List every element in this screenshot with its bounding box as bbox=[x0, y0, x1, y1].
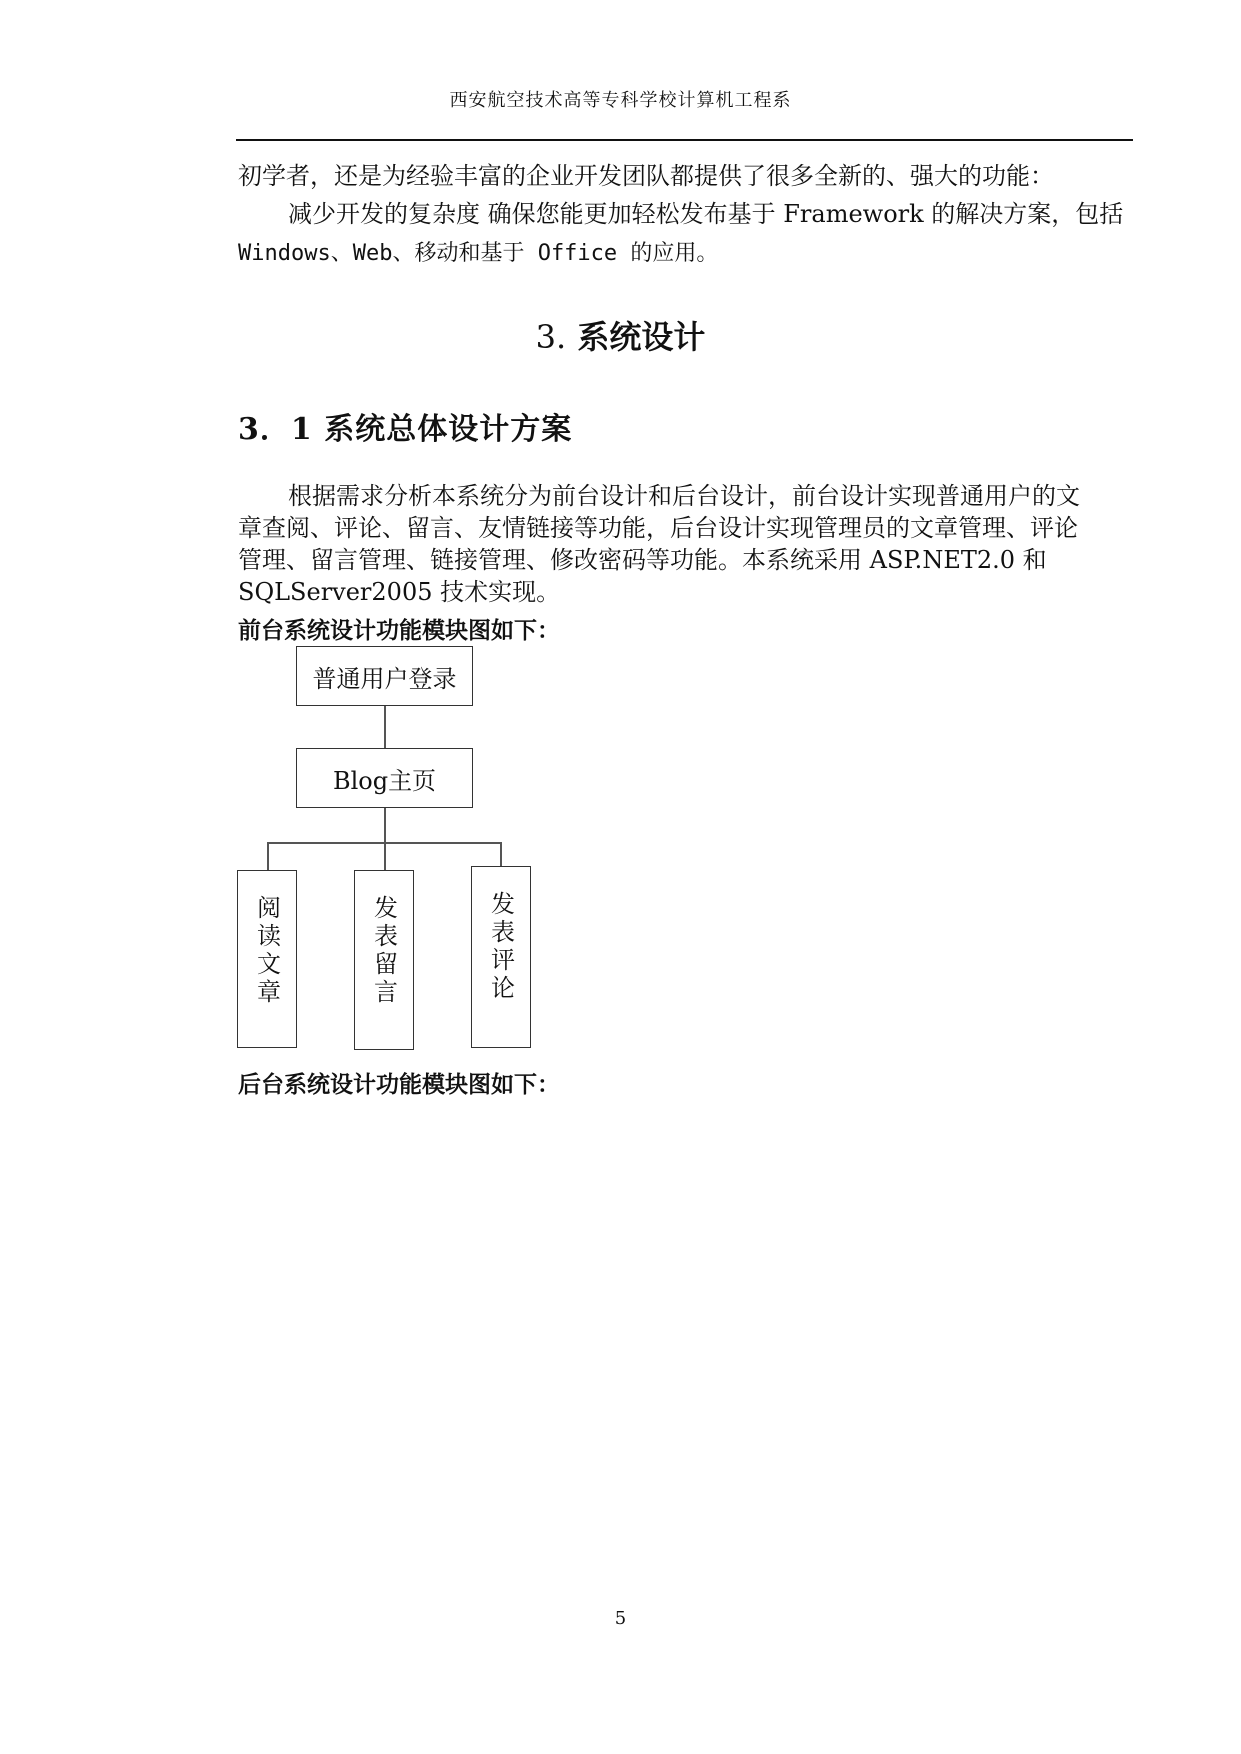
connector-main-trunk bbox=[384, 808, 386, 870]
node-blog-home bbox=[296, 748, 473, 808]
body-line-1: 根据需求分析本系统分为前台设计和后台设计，前台设计实现普通用户的文 bbox=[288, 482, 1080, 510]
subsection-heading bbox=[238, 404, 572, 448]
header-rule bbox=[236, 139, 1133, 141]
section-title: 系统设计 bbox=[577, 318, 706, 356]
subsection-title: 系统总体设计方案 bbox=[324, 412, 573, 447]
node-user-login-label: 普通用户登录 bbox=[312, 664, 457, 693]
node-blog-home-label: Blog主页 bbox=[332, 766, 437, 795]
intro-line-1: 初学者，还是为经验丰富的企业开发团队都提供了很多全新的、强大的功能： bbox=[238, 162, 1054, 190]
node-read-article-label: 阅读文章 bbox=[252, 895, 281, 1007]
connector-branch-left bbox=[267, 842, 269, 870]
subsection-number: 3．1 bbox=[238, 412, 313, 447]
body-line-3: 管理、留言管理、链接管理、修改密码等功能。本系统采用 ASP.NET2.0 和 bbox=[238, 546, 1047, 574]
connector-root-main bbox=[384, 706, 386, 748]
intro-line-3: Windows、Web、移动和基于 Office 的应用。 bbox=[238, 241, 719, 266]
connector-branch-right bbox=[500, 842, 502, 866]
node-post-comment-label: 发表评论 bbox=[486, 891, 515, 1003]
running-header: 西安航空技术高等专科学校计算机工程系 bbox=[449, 90, 792, 111]
body-line-4: SQLServer2005 技术实现。 bbox=[238, 578, 561, 606]
node-post-message bbox=[354, 870, 414, 1050]
section-number: 3. bbox=[535, 318, 567, 356]
section-heading bbox=[0, 312, 1241, 358]
back-diagram-caption: 后台系统设计功能模块图如下： bbox=[238, 1072, 560, 1098]
intro-line-2: 减少开发的复杂度 确保您能更加轻松发布基于 Framework 的解决方案，包括 bbox=[288, 200, 1124, 228]
body-line-2: 章查阅、评论、留言、友情链接等功能，后台设计实现管理员的文章管理、评论 bbox=[238, 514, 1078, 542]
page-number: 5 bbox=[614, 1608, 627, 1629]
node-post-comment bbox=[471, 866, 531, 1048]
node-post-message-label: 发表留言 bbox=[369, 895, 398, 1007]
front-diagram-caption: 前台系统设计功能模块图如下： bbox=[238, 618, 560, 644]
node-read-article bbox=[237, 870, 297, 1048]
connector-branch-bar bbox=[267, 842, 501, 844]
node-user-login bbox=[296, 646, 473, 706]
